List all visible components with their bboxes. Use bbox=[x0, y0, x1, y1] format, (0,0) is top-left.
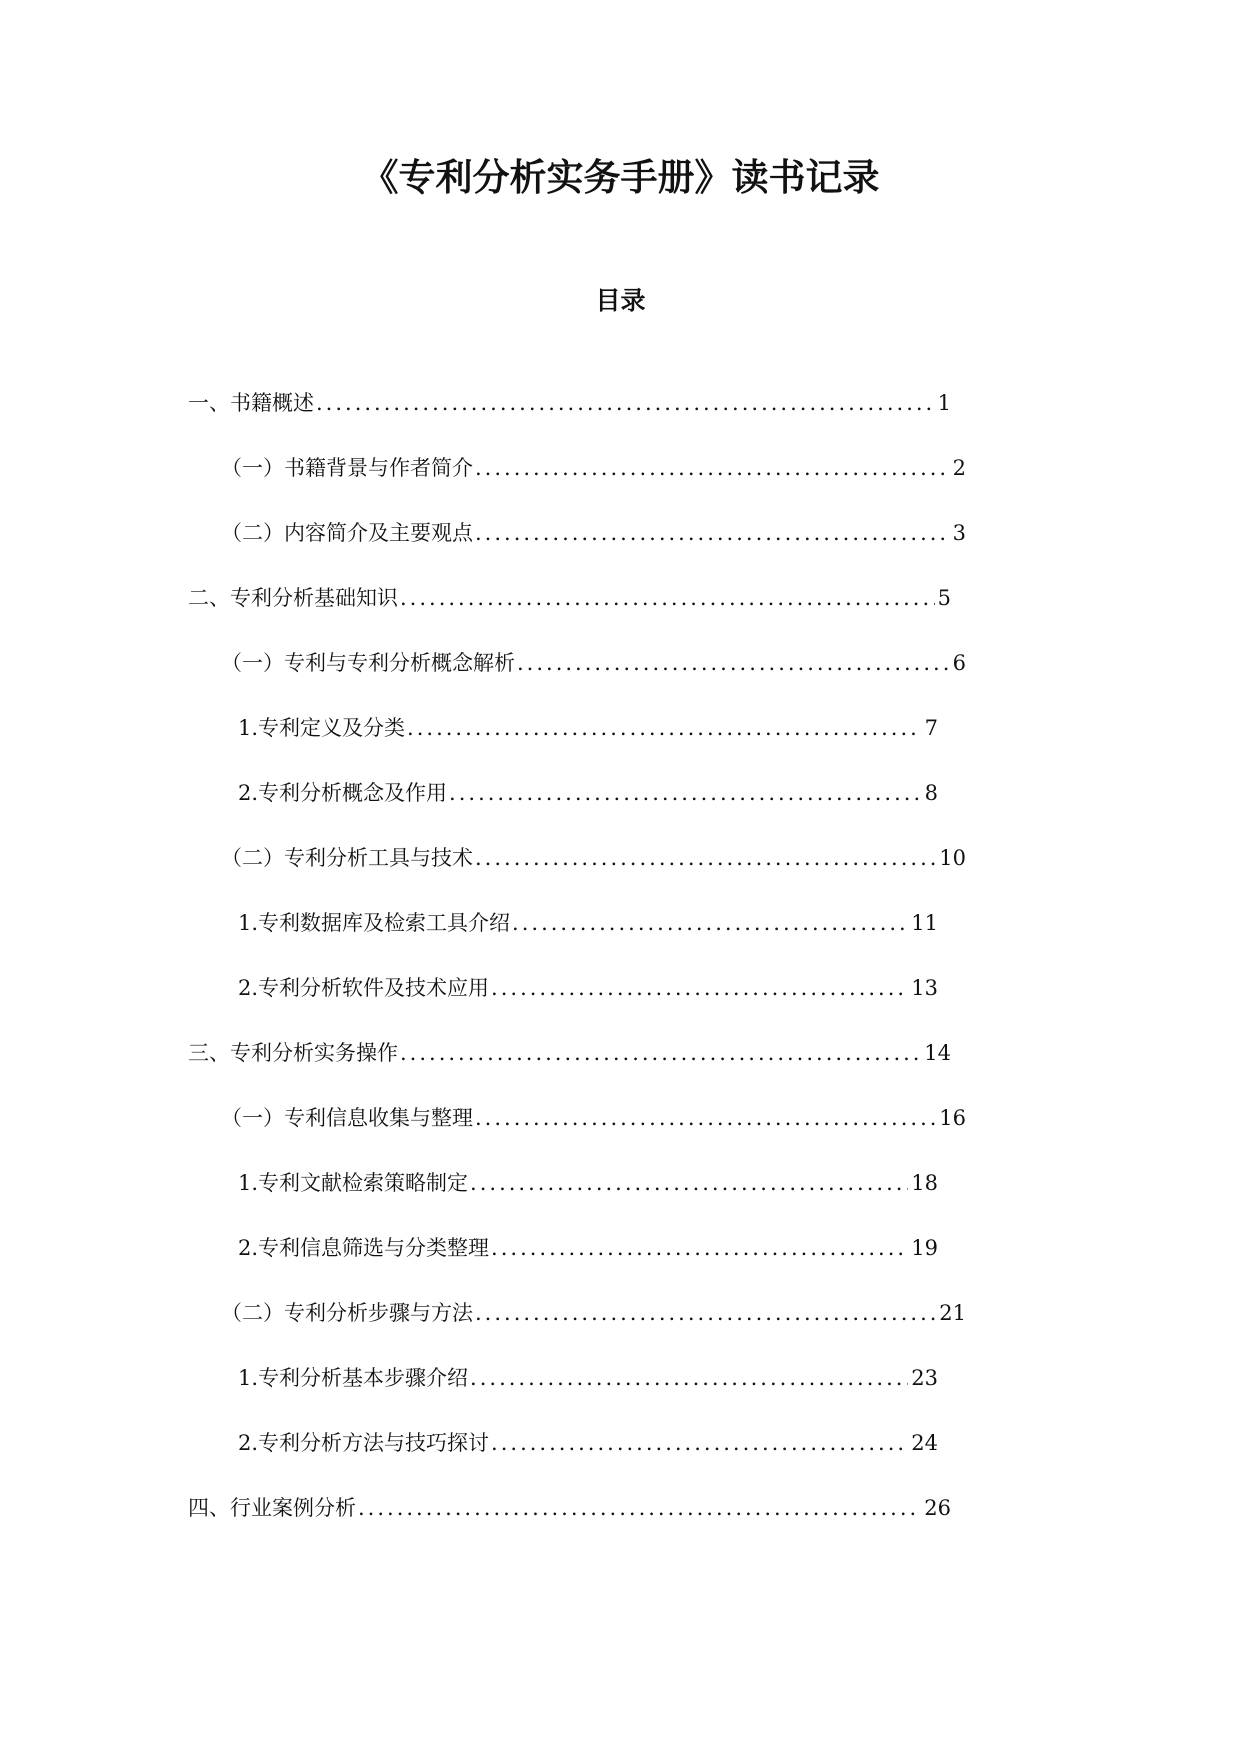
dot-leader bbox=[470, 1361, 908, 1395]
dot-leader bbox=[407, 711, 922, 745]
toc-entry[interactable] bbox=[221, 516, 966, 550]
toc-entry[interactable] bbox=[221, 646, 966, 680]
toc-entry[interactable] bbox=[221, 451, 966, 485]
toc-page-number: 23 bbox=[911, 1366, 938, 1390]
toc-entry-number: 2. bbox=[238, 976, 259, 1000]
toc-entry-label: 专利分析方法与技巧探讨 bbox=[258, 1431, 490, 1455]
toc-entry-number: 2. bbox=[238, 781, 259, 805]
toc-page-number: 13 bbox=[911, 976, 938, 1000]
toc-entry[interactable] bbox=[238, 1231, 938, 1265]
toc-entry-label: （一）专利信息收集与整理 bbox=[221, 1106, 473, 1130]
toc-page-number: 11 bbox=[911, 911, 938, 935]
toc-page-number: 7 bbox=[924, 716, 938, 740]
toc-page-number: 14 bbox=[924, 1041, 951, 1065]
toc-entry-number: 2. bbox=[238, 1431, 259, 1455]
toc-entry-number: 1. bbox=[238, 1171, 259, 1195]
dot-leader bbox=[475, 841, 936, 875]
dot-leader bbox=[491, 971, 908, 1005]
toc-page-number: 6 bbox=[952, 651, 966, 675]
dot-leader bbox=[512, 906, 908, 940]
toc-entry-label: （一）专利与专利分析概念解析 bbox=[221, 651, 515, 675]
toc-entry-label: 四、行业案例分析 bbox=[188, 1496, 356, 1520]
toc-entry[interactable] bbox=[188, 581, 951, 615]
toc-page-number: 24 bbox=[911, 1431, 938, 1455]
document-title: 《专利分析实务手册》读书记录 bbox=[361, 156, 880, 199]
toc-entry-label: 三、专利分析实务操作 bbox=[188, 1041, 398, 1065]
toc-entry[interactable] bbox=[188, 386, 951, 420]
toc-entry-label: 专利分析概念及作用 bbox=[258, 781, 448, 805]
toc-page-number: 1 bbox=[937, 391, 951, 415]
toc-entry-number: 1. bbox=[238, 911, 259, 935]
toc-entry-label: 一、书籍概述 bbox=[188, 391, 314, 415]
dot-leader bbox=[475, 1296, 936, 1330]
dot-leader bbox=[316, 386, 935, 420]
toc-entry-number: 2. bbox=[238, 1236, 259, 1260]
toc-page-number: 5 bbox=[937, 586, 951, 610]
toc-entry[interactable] bbox=[221, 841, 966, 875]
toc-entry[interactable] bbox=[238, 906, 938, 940]
toc-entry-label: 二、专利分析基础知识 bbox=[188, 586, 398, 610]
toc-entry[interactable] bbox=[238, 776, 938, 810]
dot-leader bbox=[400, 1036, 921, 1070]
toc-entry-label: 专利数据库及检索工具介绍 bbox=[258, 911, 511, 935]
dot-leader bbox=[491, 1231, 908, 1265]
toc-entry-label: （二）专利分析步骤与方法 bbox=[221, 1301, 473, 1325]
dot-leader bbox=[358, 1491, 921, 1525]
toc-entry[interactable] bbox=[238, 711, 938, 745]
toc-page-number: 18 bbox=[911, 1171, 938, 1195]
toc-entry[interactable] bbox=[221, 1296, 966, 1330]
toc-entry[interactable] bbox=[238, 1426, 938, 1460]
dot-leader bbox=[475, 451, 950, 485]
toc-entry[interactable] bbox=[238, 971, 938, 1005]
toc-entry[interactable] bbox=[238, 1166, 938, 1200]
toc-heading: 目录 bbox=[595, 286, 646, 315]
toc-entry-label: 专利信息筛选与分类整理 bbox=[258, 1236, 490, 1260]
toc-entry[interactable] bbox=[238, 1361, 938, 1395]
toc-entry-label: 专利定义及分类 bbox=[258, 716, 406, 740]
toc-entry-label: 专利分析软件及技术应用 bbox=[258, 976, 490, 1000]
toc-entry[interactable] bbox=[188, 1036, 951, 1070]
toc-page-number: 19 bbox=[911, 1236, 938, 1260]
toc-page-number: 2 bbox=[952, 456, 966, 480]
toc-entry-label: 专利文献检索策略制定 bbox=[258, 1171, 469, 1195]
toc-page-number: 16 bbox=[939, 1106, 966, 1130]
dot-leader bbox=[475, 516, 950, 550]
toc-entry-label: 专利分析基本步骤介绍 bbox=[258, 1366, 469, 1390]
toc-entry[interactable] bbox=[221, 1101, 966, 1135]
toc-entry-label: （二）专利分析工具与技术 bbox=[221, 846, 473, 870]
dot-leader bbox=[449, 776, 922, 810]
toc-entry-number: 1. bbox=[238, 716, 259, 740]
toc-page-number: 8 bbox=[924, 781, 938, 805]
dot-leader bbox=[517, 646, 950, 680]
toc-page-number: 26 bbox=[924, 1496, 951, 1520]
toc-entry-label: （一）书籍背景与作者简介 bbox=[221, 456, 473, 480]
dot-leader bbox=[491, 1426, 908, 1460]
dot-leader bbox=[475, 1101, 936, 1135]
toc-page-number: 21 bbox=[939, 1301, 966, 1325]
dot-leader bbox=[400, 581, 935, 615]
dot-leader bbox=[470, 1166, 908, 1200]
toc-page-number: 10 bbox=[939, 846, 966, 870]
toc-entry[interactable] bbox=[188, 1491, 951, 1525]
toc-page-number: 3 bbox=[952, 521, 966, 545]
toc-entry-label: （二）内容简介及主要观点 bbox=[221, 521, 473, 545]
toc-entry-number: 1. bbox=[238, 1366, 259, 1390]
